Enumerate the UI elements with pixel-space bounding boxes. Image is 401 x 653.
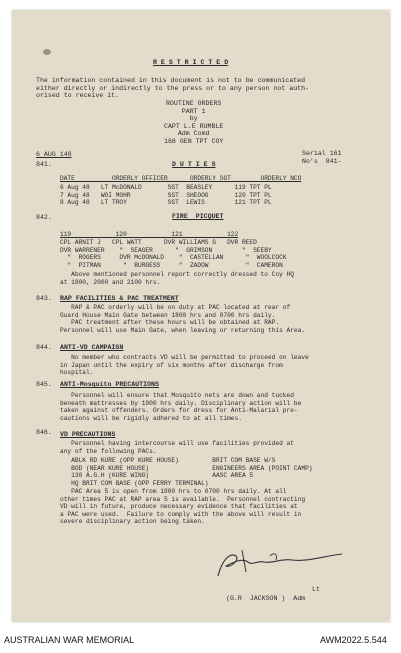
classification-heading: R E S T R I C T E D xyxy=(153,59,229,66)
section-846-number: 846. xyxy=(36,429,52,436)
security-notice: The information contained in this document is not to be communicated either directly or indirectly to the press or to any person not auth- orised to receive it. xyxy=(36,77,310,100)
section-842-number: 842. xyxy=(36,214,52,221)
section-842-text: Above mentioned personnel report correctly dressed to Coy HQ at 1800, 2000 and 2100 hrs. xyxy=(60,271,294,286)
section-846-title: VD PRECAUTIONS xyxy=(60,431,116,438)
institution-name: AUSTRALIAN WAR MEMORIAL xyxy=(4,635,135,645)
section-843-text: RAP & PAC orderly will be on duty at PAC located at rear of Guard House Main Gate between 1800 hrs and 0700 hrs daily. PAC treatment after these hours will be obtained at RAP. Personnel will use Main Gate, when leaving or returning this Area. xyxy=(60,304,306,334)
section-844-number: 844. xyxy=(36,344,52,351)
section-845-text: Personnel will ensure that Mosquito nets are down and tucked beneath mattresses by 1900 hrs daily. Disciplinary action will be taken against offenders. Orders for dress for Anti-Malarial pre- cautions will be rigidly adhered to at all times. xyxy=(60,392,302,422)
section-845-title: ANTI-Mosquito PRECAUTIONS xyxy=(60,381,159,388)
duties-table-headers: DATE ORDERLY OFFICER ORDERLY SGT ORDERLY NCO xyxy=(60,175,302,182)
accession-number: AWM2022.5.544 xyxy=(320,635,387,645)
picquet-roster: CPL ARNIT J CPL WATT DVR WILLIAMS G DVR REED DVR WARRENER " SEAGER " GRIMSON " SEEBY " ROGERS DVR McDONALD " CASTELLAN " WOOLCOCK " PITMAN " BURGESS " ZADOW " CAMERON xyxy=(60,239,287,269)
section-843-number: 843. xyxy=(36,295,52,302)
punch-hole xyxy=(43,49,51,55)
order-date: 6 AUG 148 xyxy=(36,151,72,158)
signature-name: (G.R JACKSON ) Adm xyxy=(226,595,306,602)
signature-rank: Lt xyxy=(312,586,320,593)
pac-locations-list: ABLK RD KURE (OPP KURE HOUSE) BRIT COM BASE W/S BOD (NEAR KURE HOUSE) ENGINEERS AREA (POINT CAMP) 130 A.G.H (KURE WING) AASC AREA 5 HQ BRIT COM BASE (OPP FERRY TERMINAL) xyxy=(71,457,313,487)
footer-bar xyxy=(0,629,401,653)
section-842-title: FIRE PICQUET xyxy=(172,213,224,220)
handwritten-signature xyxy=(212,546,372,580)
orders-header-block: ROUTINE ORDERS PART 1 by CAPT L.E RUMBLE Adm Comd 168 GEN TPT COY xyxy=(164,100,224,145)
section-841-number: 841. xyxy=(36,161,52,168)
order-numbers: No's 841- xyxy=(302,158,342,165)
section-844-title: ANTI-VD CAMPAIGN xyxy=(60,344,124,351)
section-844-text: No member who contracts VD will be permitted to proceed on leave in Japan until the expiry of six months after discharge from hospital. xyxy=(60,354,309,377)
picquet-units: 119 120 121 122 xyxy=(60,231,239,238)
serial-number: Serial 161 xyxy=(302,150,342,157)
section-845-number: 845. xyxy=(36,381,52,388)
section-846-intro: Personnel having intercourse will use facilities provided at any of the following PACs. xyxy=(60,440,294,455)
section-846-text: PAC Area 5 is open from 1800 hrs to 0700 hrs daily. At all other times PAC at RAP area 5 is available. Personnel contracting VD will in future, produce necessary evidence that facilities at a PAC were used. Failure to comply with the above will result in severe disciplinary action being taken. xyxy=(60,488,306,526)
duties-table-rows: 6 Aug 48 LT McDONALD SGT BEASLEY 119 TPT PL 7 Aug 48 WOI MOHR SGT SHEOOG 120 TPT PL 8 Aug 48 LT TROY SGT LEWIS 121 TPT PL xyxy=(60,184,272,207)
section-841-title: D U T I E S xyxy=(172,161,216,168)
document-page xyxy=(12,10,390,622)
section-843-title: RAP FACILITIES & PAC TREATMENT xyxy=(60,295,179,302)
